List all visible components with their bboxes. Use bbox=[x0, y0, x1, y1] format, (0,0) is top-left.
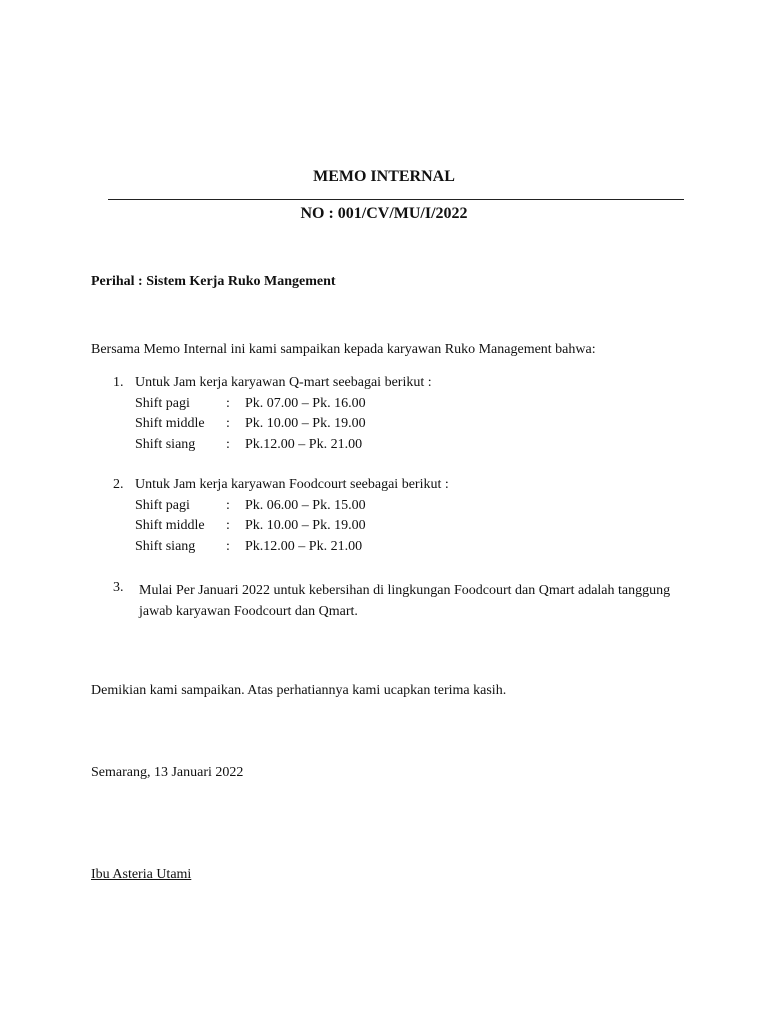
shift-colon: : bbox=[226, 498, 230, 513]
shift-name: Shift pagi bbox=[135, 498, 190, 513]
shift-name: Shift pagi bbox=[135, 396, 190, 411]
shift-time: Pk.12.00 – Pk. 21.00 bbox=[245, 437, 363, 452]
list-item-number: 1. bbox=[113, 375, 124, 390]
shift-name: Shift siang bbox=[135, 539, 196, 554]
list-item-number: 2. bbox=[113, 477, 124, 492]
list-item-text: Mulai Per Januari 2022 untuk kebersihan di lingkungan Foodcourt dan Qmart adalah tanggung jawab karyawan Foodcourt dan Qmart. bbox=[139, 583, 671, 619]
memo-intro: Bersama Memo Internal ini kami sampaikan kepada karyawan Ruko Management bahwa: bbox=[91, 342, 596, 357]
list-item-text: Untuk Jam kerja karyawan Foodcourt seebagai berikut : bbox=[135, 477, 449, 492]
shift-row bbox=[0, 437, 768, 457]
shift-colon: : bbox=[226, 518, 230, 533]
shift-row bbox=[0, 539, 768, 559]
shift-time: Pk. 10.00 – Pk. 19.00 bbox=[245, 518, 366, 533]
list-item-number: 3. bbox=[113, 580, 124, 595]
memo-title: MEMO INTERNAL bbox=[313, 168, 455, 185]
shift-row bbox=[0, 498, 768, 518]
shift-row bbox=[0, 396, 768, 416]
shift-time: Pk.12.00 – Pk. 21.00 bbox=[245, 539, 363, 554]
shift-colon: : bbox=[226, 416, 230, 431]
shift-name: Shift middle bbox=[135, 518, 205, 533]
memo-subject: Perihal : Sistem Kerja Ruko Mangement bbox=[91, 274, 336, 289]
shift-name: Shift siang bbox=[135, 437, 196, 452]
shift-time: Pk. 10.00 – Pk. 19.00 bbox=[245, 416, 366, 431]
memo-closing: Demikian kami sampaikan. Atas perhatiannya kami ucapkan terima kasih. bbox=[91, 683, 507, 698]
shift-colon: : bbox=[226, 437, 230, 452]
shift-time: Pk. 06.00 – Pk. 15.00 bbox=[245, 498, 366, 513]
signatory-name: Ibu Asteria Utami bbox=[91, 867, 192, 882]
shift-name: Shift middle bbox=[135, 416, 205, 431]
shift-row bbox=[0, 416, 768, 436]
shift-row bbox=[0, 518, 768, 538]
place-date: Semarang, 13 Januari 2022 bbox=[91, 765, 244, 780]
memo-number: NO : 001/CV/MU/I/2022 bbox=[300, 205, 468, 222]
shift-colon: : bbox=[226, 396, 230, 411]
shift-colon: : bbox=[226, 539, 230, 554]
title-divider bbox=[108, 199, 684, 200]
shift-time: Pk. 07.00 – Pk. 16.00 bbox=[245, 396, 366, 411]
list-item-text: Untuk Jam kerja karyawan Q-mart seebagai berikut : bbox=[135, 375, 432, 390]
